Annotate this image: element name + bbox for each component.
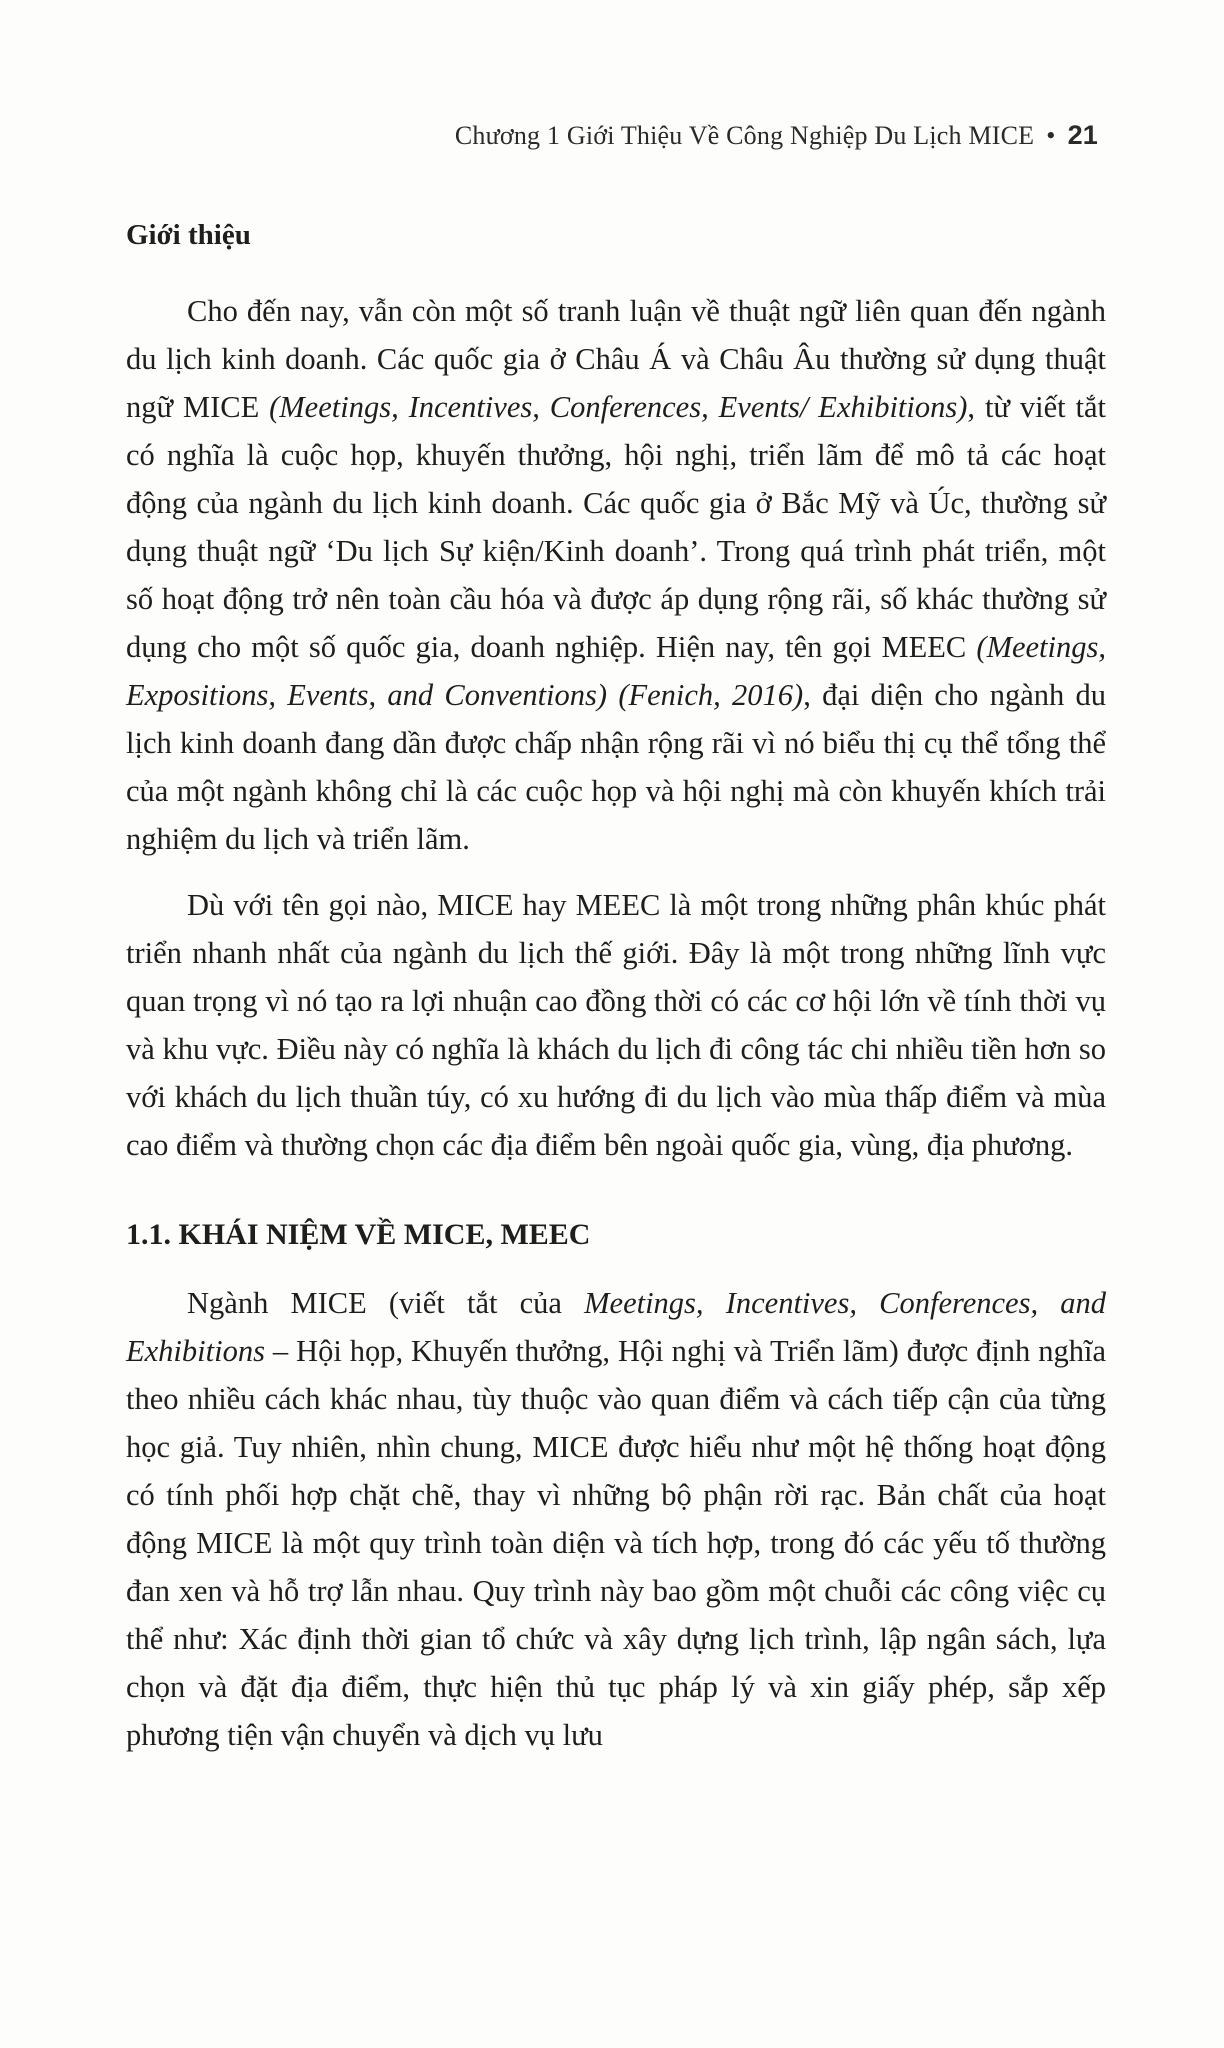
italic-run: (Meetings, Expositions, Events, and Conventions) (Fenich, 2016) [126,630,1106,712]
header-bullet: • [1046,121,1056,150]
page-body [126,213,1106,1777]
page-number: 21 [1067,120,1098,150]
text-run: , đại diện cho ngành du lịch kinh doanh đang dần được chấp nhận rộng rãi vì nó biểu thị cụ thể tổng thể của một ngành không chỉ là các cuộc họp và hội nghị mà còn khuyến khích trải nghiệm du lịch và triển lãm. [126,678,1106,856]
text-run: , từ viết tắt có nghĩa là cuộc họp, khuyến thưởng, hội nghị, triển lãm để mô tả các hoạt động của ngành du lịch kinh doanh. Các quốc gia ở Bắc Mỹ và Úc, thường sử dụng thuật ngữ ‘Du lịch Sự kiện/Kinh doanh’. Trong quá trình phát triển, một số hoạt động trở nên toàn cầu hóa và được áp dụng rộng rãi, số khác thường sử dụng cho một số quốc gia, doanh nghiệp. Hiện nay, tên gọi MEEC [126,390,1106,664]
running-header [455,120,1098,151]
italic-run: Meetings, Incentives, Conferences, and Exhibitions [126,1286,1107,1368]
text-run: Ngành MICE (viết tắt của [187,1286,585,1320]
section-heading: 1.1. KHÁI NIỆM VỀ MICE, MEEC [126,1218,591,1251]
chapter-title: Chương 1 Giới Thiệu Về Công Nghiệp Du Lịch MICE [454,121,1035,150]
intro-paragraph-1 [126,287,1106,863]
intro-paragraph-2: Dù với tên gọi nào, MICE hay MEEC là một trong những phân khúc phát triển nhanh nhất của ngành du lịch thế giới. Đây là một trong những lĩnh vực quan trọng vì nó tạo ra lợi nhuận cao đồng thời có các cơ hội lớn về tính thời vụ và khu vực. Điều này có nghĩa là khách du lịch đi công tác chi nhiều tiền hơn so với khách du lịch thuần túy, có xu hướng đi du lịch vào mùa thấp điểm và mùa cao điểm và thường chọn các địa điểm bên ngoài quốc gia, vùng, địa phương. [126,888,1106,1162]
section-paragraph-1 [126,1279,1106,1759]
text-run: – Hội họp, Khuyến thưởng, Hội nghị và Triển lãm) được định nghĩa theo nhiều cách khác nhau, tùy thuộc vào quan điểm và cách tiếp cận của từng học giả. Tuy nhiên, nhìn chung, MICE được hiểu như một hệ thống hoạt động có tính phối hợp chặt chẽ, thay vì những bộ phận rời rạc. Bản chất của hoạt động MICE là một quy trình toàn diện và tích hợp, trong đó các yếu tố thường đan xen và hỗ trợ lẫn nhau. Quy trình này bao gồm một chuỗi các công việc cụ thể như: Xác định thời gian tổ chức và xây dựng lịch trình, lập ngân sách, lựa chọn và đặt địa điểm, thực hiện thủ tục pháp lý và xin giấy phép, sắp xếp phương tiện vận chuyển và dịch vụ lưu [126,1334,1106,1752]
italic-run: (Meetings, Incentives, Conferences, Events/ Exhibitions) [269,390,968,424]
text-run: Cho đến nay, vẫn còn một số tranh luận về thuật ngữ liên quan đến ngành du lịch kinh doanh. Các quốc gia ở Châu Á và Châu Âu thường sử dụng thuật ngữ MICE [126,294,1106,424]
intro-heading: Giới thiệu [126,219,251,251]
